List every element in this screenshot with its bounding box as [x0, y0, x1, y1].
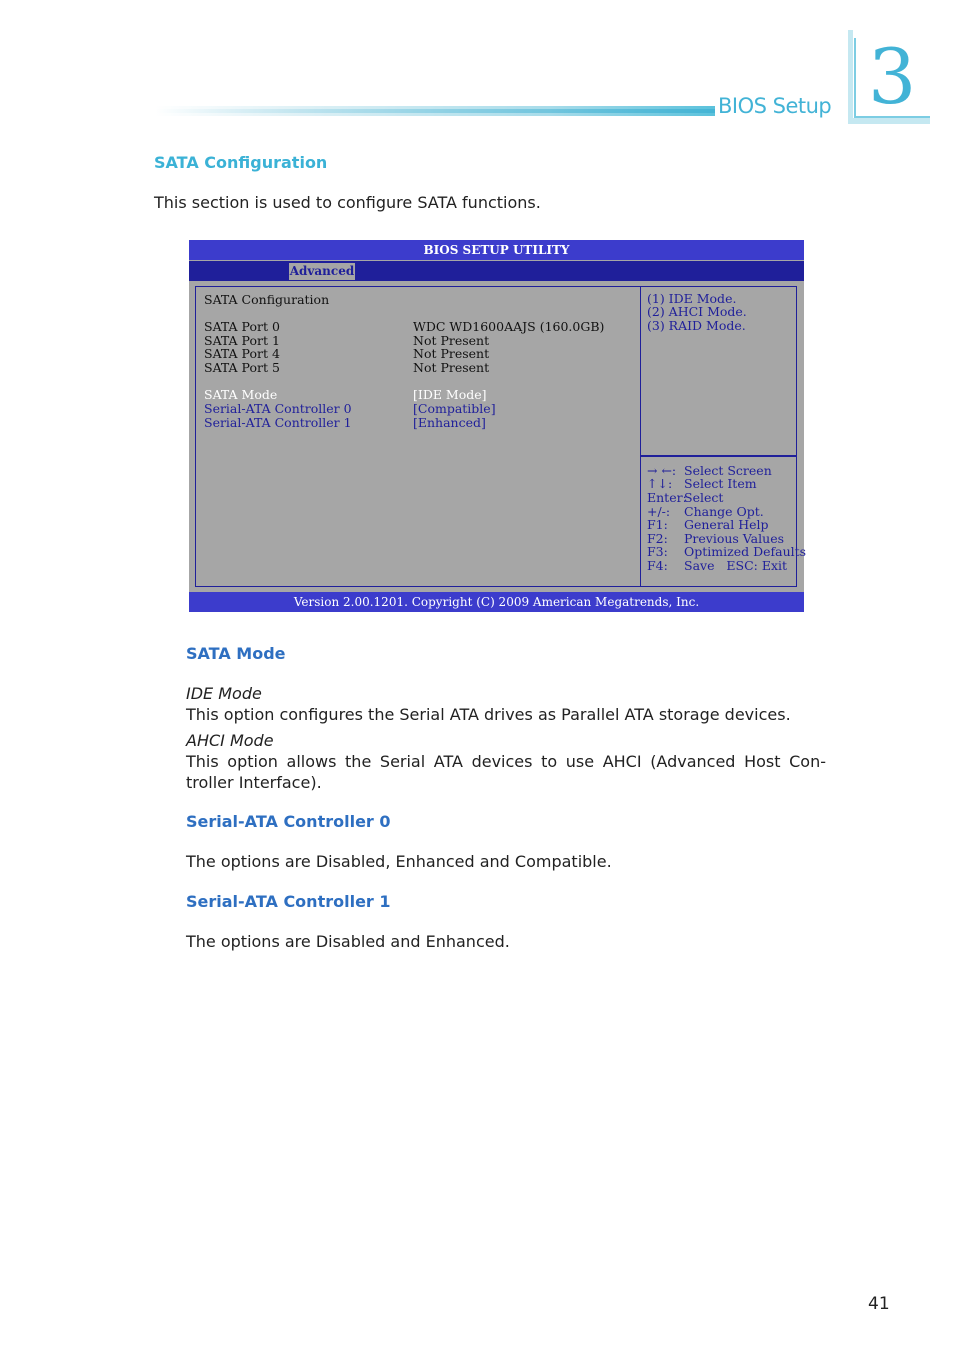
sata-port-1-label: SATA Port 1	[204, 333, 280, 348]
controller-1-text: The options are Disabled and Enhanced.	[186, 932, 510, 951]
key-enter-key: Enter:	[647, 490, 687, 505]
key-f2-key: F2:	[647, 531, 668, 546]
bios-main-panel	[195, 286, 641, 587]
sata-mode-heading: SATA Mode	[186, 644, 286, 663]
key-enter-action: Select	[684, 490, 724, 505]
page-number: 41	[868, 1294, 890, 1314]
sata-port-5-value: Not Present	[413, 360, 490, 375]
bios-screen	[189, 240, 807, 612]
header-decorative-bar	[155, 106, 715, 116]
key-f3-key: F3:	[647, 544, 668, 559]
ide-mode-title: IDE Mode	[186, 684, 262, 703]
header-section-title: BIOS Setup	[718, 94, 832, 118]
key-f4-action: Save ESC: Exit	[684, 558, 788, 573]
key-change-opt-action: Change Opt.	[684, 504, 764, 519]
controller-1-heading: Serial-ATA Controller 1	[186, 892, 391, 911]
sata-port-0-value: WDC WD1600AAJS (160.0GB)	[413, 319, 605, 334]
key-select-screen-action: Select Screen	[684, 463, 772, 478]
key-select-screen-key: → ←:	[647, 463, 677, 478]
tab-advanced[interactable]: Advanced	[289, 264, 355, 278]
help-line: (2) AHCI Mode.	[647, 304, 747, 319]
sata-mode-label[interactable]: SATA Mode	[204, 387, 278, 402]
bios-tab-bar	[189, 261, 804, 281]
help-line: (1) IDE Mode.	[647, 291, 737, 306]
ahci-mode-text-line-1: This option allows the Serial ATA devices to use AHCI (Advanced Host Con-	[186, 752, 826, 771]
controller-0-heading: Serial-ATA Controller 0	[186, 812, 391, 831]
section-heading: SATA Configuration	[154, 153, 328, 172]
sata-port-4-label: SATA Port 4	[204, 346, 280, 361]
controller-0-text: The options are Disabled, Enhanced and Compatible.	[186, 852, 612, 871]
ahci-mode-title: AHCI Mode	[186, 731, 274, 750]
chapter-number: 3	[868, 32, 917, 121]
bios-section-heading: SATA Configuration	[204, 292, 330, 307]
sata-port-0-label: SATA Port 0	[204, 319, 280, 334]
sata-controller-1-value[interactable]: [Enhanced]	[413, 415, 486, 430]
ahci-mode-text-line-2: troller Interface).	[186, 773, 322, 792]
key-change-opt-key: +/-:	[647, 504, 671, 519]
chapter-box-border	[848, 30, 853, 124]
key-f4-key: F4:	[647, 558, 668, 573]
bios-help-panel	[640, 286, 797, 456]
chapter-box-inner-border	[854, 38, 856, 124]
sata-controller-0-value[interactable]: [Compatible]	[413, 401, 496, 416]
key-select-item-action: Select Item	[684, 476, 757, 491]
ide-mode-text: This option configures the Serial ATA drives as Parallel ATA storage devices.	[186, 705, 791, 724]
key-f1-action: General Help	[684, 517, 769, 532]
bios-title-bar: BIOS SETUP UTILITY	[189, 240, 804, 260]
sata-port-1-value: Not Present	[413, 333, 490, 348]
help-line: (3) RAID Mode.	[647, 318, 746, 333]
key-f1-key: F1:	[647, 517, 668, 532]
bios-key-legend	[640, 456, 807, 587]
key-f2-action: Previous Values	[684, 531, 784, 546]
section-intro-text: This section is used to configure SATA functions.	[154, 193, 541, 212]
key-select-item-key: ↑↓:	[647, 476, 673, 491]
sata-port-4-value: Not Present	[413, 346, 490, 361]
sata-controller-1-label[interactable]: Serial-ATA Controller 1	[204, 415, 352, 430]
sata-port-5-label: SATA Port 5	[204, 360, 280, 375]
sata-mode-value[interactable]: [IDE Mode]	[413, 387, 487, 402]
bios-footer: Version 2.00.1201. Copyright (C) 2009 American Megatrends, Inc.	[189, 592, 804, 612]
key-f3-action: Optimized Defaults	[684, 544, 807, 559]
chapter-box	[848, 30, 930, 124]
sata-controller-0-label[interactable]: Serial-ATA Controller 0	[204, 401, 352, 416]
